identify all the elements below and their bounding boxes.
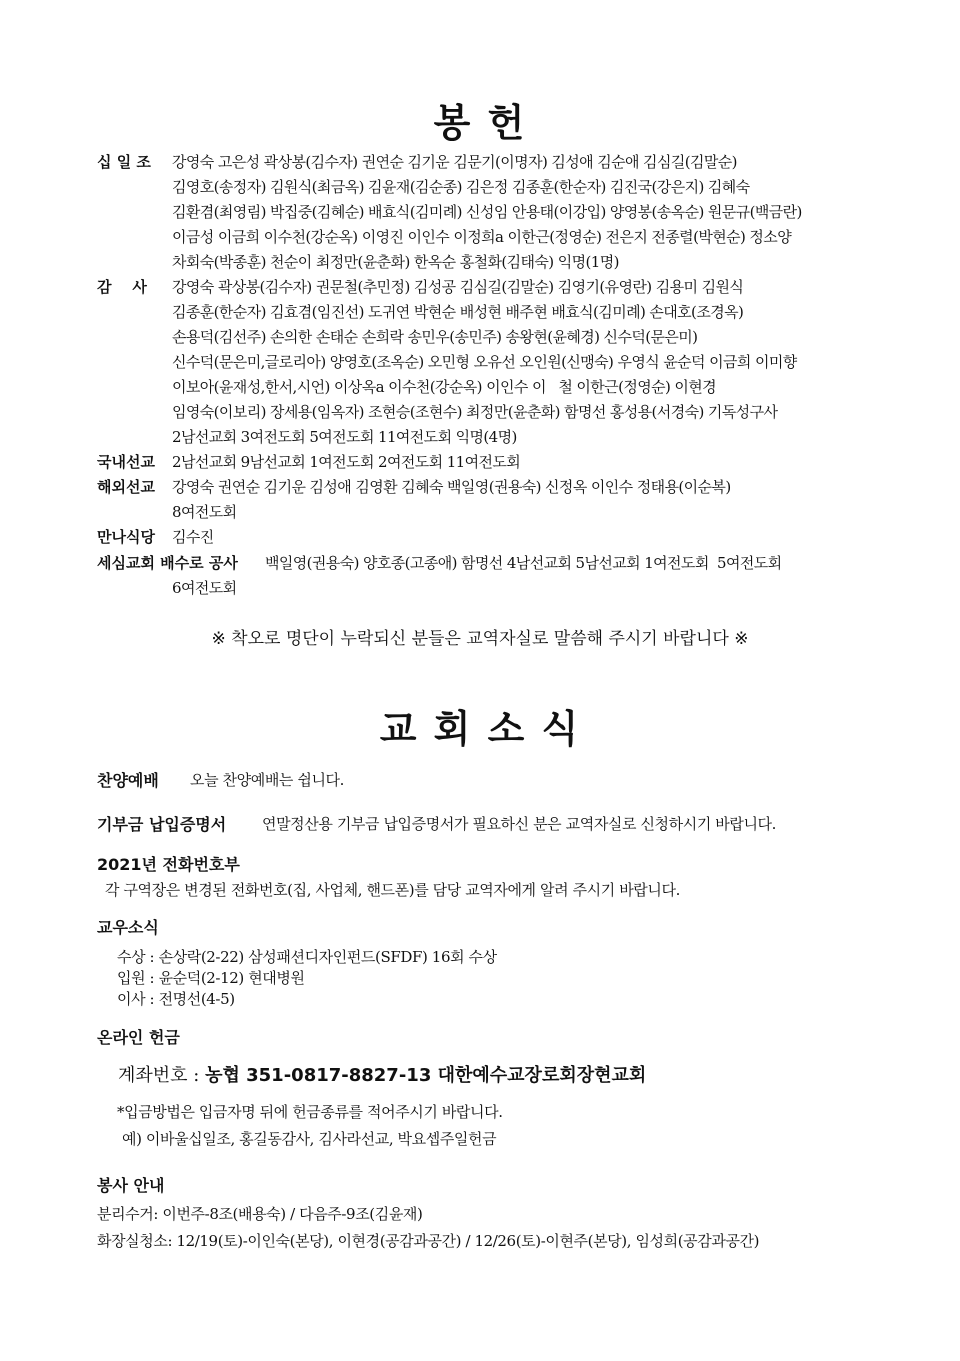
list-line: 김종훈(한순자) 김효겸(임진선) 도귀연 박현순 배성현 배주현 배효식(김미례) 손대호(조경옥) [172, 303, 744, 321]
donation-text: 연말정산용 기부금 납입증명서가 필요하신 분은 교역자실로 신청하시기 바랍니다. [262, 815, 777, 833]
members-item: 이사 : 전명선(4-5) [117, 990, 235, 1008]
section-label: 해외선교 [97, 478, 155, 496]
phonebook-text: 각 구역장은 변경된 전화번호(집, 사업체, 핸드폰)를 담당 교역자에게 알려 주시기 바랍니다. [105, 881, 680, 899]
online-note: *입금방법은 입금자명 뒤에 헌금종류를 적어주시기 바랍니다. [117, 1103, 503, 1121]
list-line: 손용덕(김선주) 손의한 손태순 손희락 송민우(송민주) 송왕현(윤혜경) 신수덕(문은미) [172, 328, 698, 346]
list-line: 백일영(권용숙) 양호종(고종애) 함명선 4남선교회 5남선교회 1여전도회 5여전도회 [265, 554, 782, 572]
omission-notice: ※ 착오로 명단이 누락되신 분들은 교역자실로 말씀해 주시기 바랍니다 ※ [211, 629, 749, 649]
list-line: 김수진 [172, 528, 214, 546]
praise-text: 오늘 찬양예배는 쉽니다. [190, 771, 345, 789]
account-value: 농협 351-0817-8827-13 대한예수교장로회장현교회 [205, 1065, 647, 1086]
list-line: 김환겸(최영림) 박집중(김혜순) 배효식(김미례) 신성임 안용태(이강입) 양영봉(송옥순) 원문규(백금란) [172, 203, 802, 221]
list-line: 차회숙(박종훈) 천순이 최정만(윤춘화) 한옥순 홍철화(김태숙) 익명(1명) [172, 253, 619, 271]
list-line: 임영숙(이보리) 장세용(임옥자) 조현승(조현수) 최정만(윤춘화) 함명선 홍성용(서경숙) 기독성구사 [172, 403, 778, 421]
list-line: 김영호(송정자) 김원식(최금옥) 김윤재(김순종) 김은정 김종훈(한순자) 김진국(강은지) 김혜숙 [172, 178, 750, 196]
section-label: 십 일 조 [97, 153, 151, 171]
online-example: 예) 이바울십일조, 홍길동감사, 김사라선교, 박요셉주일헌금 [122, 1130, 497, 1148]
members-item: 입원 : 윤순덕(2-12) 현대병원 [117, 969, 305, 987]
online-heading: 온라인 헌금 [97, 1028, 180, 1047]
list-line: 2남선교회 3여전도회 5여전도회 11여전도회 익명(4명) [172, 428, 517, 446]
section-label: 국내선교 [97, 453, 155, 471]
section-label: 만나식당 [97, 528, 155, 546]
section-label: 세심교회 배수로 공사 [97, 554, 238, 572]
list-line: 강영숙 권연순 김기운 김성애 김영환 김혜숙 백일영(권용숙) 신정옥 이인수 정태용(이순복) [172, 478, 731, 496]
list-line: 강영숙 곽상봉(김수자) 권문철(추민정) 김성공 김심길(김말순) 김영기(유영란) 김용미 김원식 [172, 278, 744, 296]
offering-title: 봉 헌 [433, 101, 527, 145]
account-label: 계좌번호 : [118, 1065, 200, 1086]
service-heading: 봉사 안내 [97, 1176, 165, 1195]
list-line: 이금성 이금희 이수천(강순옥) 이영진 이인수 이정희a 이한근(정영순) 전은지 전종렬(박현순) 정소양 [172, 228, 792, 246]
list-line: 강영숙 고은성 곽상봉(김수자) 권연순 김기운 김문기(이명자) 김성애 김순애 김심길(김말순) [172, 153, 737, 171]
members-heading: 교우소식 [97, 918, 159, 937]
list-line: 신수덕(문은미,글로리아) 양영호(조옥순) 오민형 오유선 오인원(신맹숙) 우영식 윤순덕 이금희 이미향 [172, 353, 797, 371]
list-line: 6여전도회 [172, 579, 237, 597]
donation-heading: 기부금 납입증명서 [97, 815, 227, 834]
account-row [118, 1061, 646, 1087]
service-line: 화장실청소: 12/19(토)-이인숙(본당), 이현경(공감과공간) / 12/26(토)-이현주(본당), 임성희(공감과공간) [97, 1232, 760, 1250]
list-line: 8여전도회 [172, 503, 237, 521]
list-line: 이보아(윤재성,한서,시언) 이상옥a 이수천(강순옥) 이인수 이 철 이한근(정영순) 이현경 [172, 378, 717, 396]
phonebook-heading: 2021년 전화번호부 [97, 855, 240, 874]
praise-heading: 찬양예배 [97, 771, 159, 790]
list-line: 2남선교회 9남선교회 1여전도회 2여전도회 11여전도회 [172, 453, 521, 471]
service-line: 분리수거: 이번주-8조(배용숙) / 다음주-9조(김윤재) [97, 1205, 423, 1223]
news-title: 교 회 소 식 [379, 707, 581, 751]
members-item: 수상 : 손상락(2-22) 삼성패션디자인펀드(SFDF) 16회 수상 [117, 948, 497, 966]
section-label: 감 사 [97, 278, 147, 296]
